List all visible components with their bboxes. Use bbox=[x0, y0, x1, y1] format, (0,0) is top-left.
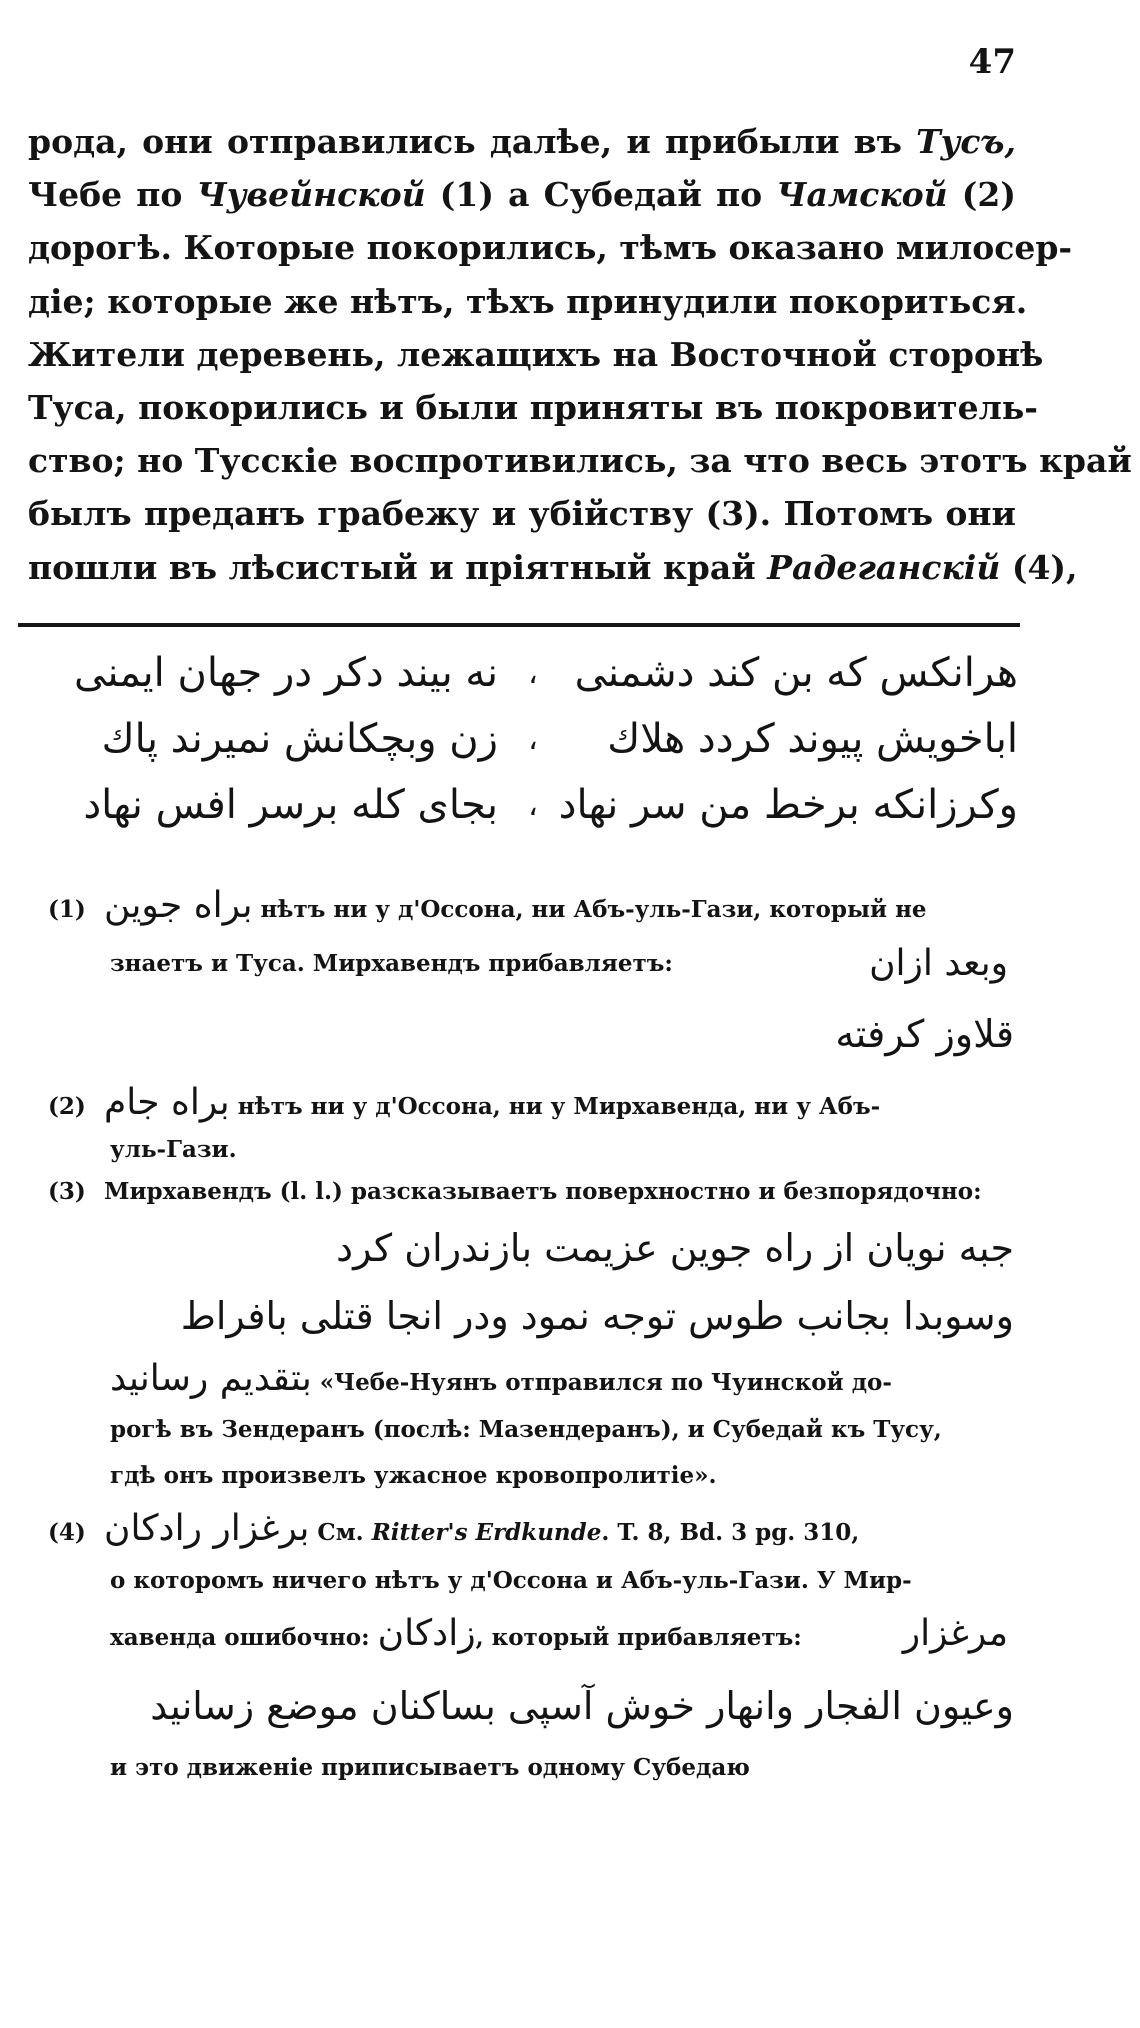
footnote-text: «Чебе-Нуянъ отправился по Чуинской до- bbox=[319, 1369, 892, 1396]
main-line-9 bbox=[28, 547, 1078, 601]
verse-hemistich-first: هرانکس که بن کند دشمنی bbox=[574, 650, 1018, 696]
verse-hemistich-first: وکرزانکه برخط من سر نهاد bbox=[558, 782, 1018, 828]
footnote-reference: Ritter's Erdkunde bbox=[371, 1519, 602, 1546]
main-text bbox=[28, 122, 1132, 601]
main-line-4: діе; которые же нѣтъ, тѣхъ принудили покориться. bbox=[28, 281, 1028, 321]
footnote-text: Мирхавендъ (l. l.) разсказываетъ поверхностно и безпорядочно: bbox=[104, 1178, 982, 1205]
footnote-arabic: براه جوین bbox=[104, 885, 253, 926]
main-text-italic: Радеганскій bbox=[767, 547, 1001, 587]
footnote-2-line-1 bbox=[48, 1076, 1016, 1130]
footnote-4-last-line: и это движеніе приписываетъ одному Субедаю bbox=[110, 1754, 750, 1781]
main-line-2 bbox=[28, 175, 1016, 228]
footnote-3-line-5: рогѣ въ Зендеранъ (послѣ: Мазендеранъ), и Субедай къ Тусу, bbox=[110, 1416, 942, 1443]
footnote-4-line-1 bbox=[48, 1500, 1016, 1558]
main-text-span: (1) а Субедай по bbox=[425, 175, 777, 215]
main-text-span: (2) bbox=[947, 175, 1016, 215]
verse-separator: ، bbox=[528, 787, 538, 823]
verse-line bbox=[40, 706, 1018, 772]
footnote-number: (3) bbox=[48, 1178, 86, 1205]
persian-verse bbox=[40, 640, 1018, 838]
footnote-3-line-1 bbox=[48, 1170, 1016, 1214]
main-line-5: Жители деревень, лежащихъ на Восточной сторонѣ bbox=[28, 334, 1044, 374]
footnote-arabic: زادکان bbox=[377, 1613, 476, 1654]
footnote-3-arabic-line: وسوبدا بجانب طوس توجه نمود ودر انجا قتلی بافراط bbox=[180, 1294, 1014, 1338]
footnote-text: нѣтъ ни у д'Оссона, ни у Мирхавенда, ни у Абъ- bbox=[229, 1093, 881, 1120]
main-line-7: ство; но Тусскіе воспротивились, за что весь этотъ край bbox=[28, 441, 1132, 481]
footnote-4-arabic-line: وعیون الفجار وانهار خوش آسپی بساکنان موضع زسانید bbox=[150, 1684, 1014, 1728]
verse-hemistich-second: زن وبچکانش نمیرند پاك bbox=[101, 716, 498, 762]
footnote-text: хавенда ошибочно: bbox=[110, 1624, 378, 1651]
main-text-italic: Чувейнской bbox=[196, 175, 426, 215]
verse-hemistich-second: نه بیند دکر در جهان ایمنی bbox=[74, 650, 498, 696]
main-line-6: Туса, покорились и были приняты въ покровитель- bbox=[28, 387, 1038, 427]
verse-hemistich-second: بجای کله برسر افس نهاد bbox=[83, 782, 498, 828]
footnote-number: (1) bbox=[48, 896, 86, 923]
footnote-arabic: وبعد ازان bbox=[869, 943, 1008, 984]
verse-line bbox=[40, 772, 1018, 838]
footnote-number: (2) bbox=[48, 1093, 86, 1120]
main-text-span: рода, они отправились далѣе, и прибыли въ bbox=[28, 122, 917, 161]
footnote-1-line-1 bbox=[48, 876, 1016, 936]
footnote-arabic: برغزار رادکان bbox=[104, 1508, 310, 1549]
main-text-span: (4), bbox=[1000, 547, 1078, 587]
verse-separator: ، bbox=[528, 721, 538, 757]
main-line-3: дорогѣ. Которые покорились, тѣмъ оказано милосер- bbox=[28, 228, 1073, 268]
footnote-text: См. bbox=[309, 1519, 372, 1546]
main-text-span: пошли въ лѣсистый и пріятный край bbox=[28, 547, 768, 587]
verse-separator: ، bbox=[528, 655, 538, 691]
footnote-1-arabic-line: قلاوز کرفته bbox=[835, 1012, 1014, 1056]
verse-line bbox=[40, 640, 1018, 706]
footnote-text: нѣтъ ни у д'Оссона, ни Абъ-уль-Гази, который не bbox=[252, 896, 927, 923]
footnote-text: , который прибавляетъ: bbox=[475, 1624, 802, 1651]
footnote-3-line-4 bbox=[48, 1350, 1016, 1408]
main-text-span: Чебе по bbox=[28, 175, 197, 215]
footnote-arabic: مرغزار bbox=[902, 1613, 1008, 1654]
footnotes bbox=[48, 876, 1016, 1788]
verse-hemistich-first: اباخویش پیوند کردد هلاك bbox=[607, 716, 1018, 762]
footnote-arabic: براه جام bbox=[104, 1082, 230, 1123]
footnote-divider bbox=[18, 623, 1020, 627]
main-line-1 bbox=[28, 122, 1016, 175]
main-line-8: былъ преданъ грабежу и убійству (3). Потомъ они bbox=[28, 494, 1016, 534]
footnote-number: (4) bbox=[48, 1519, 86, 1546]
footnote-3-arabic-line: جبه نویان از راه جوین عزیمت بازندران کرد bbox=[336, 1226, 1014, 1270]
footnote-3-line-6: гдѣ онъ произвелъ ужасное кровопролитіе». bbox=[110, 1462, 717, 1489]
main-text-italic: Тусъ, bbox=[916, 122, 1016, 161]
footnote-text: . T. 8, Bd. 3 pg. 310, bbox=[601, 1519, 860, 1546]
footnote-2-line-2: уль-Гази. bbox=[110, 1136, 237, 1163]
footnote-4-line-3 bbox=[48, 1604, 1016, 1664]
footnote-arabic: بتقدیم رسانید bbox=[110, 1358, 312, 1399]
footnote-4-line-2: о которомъ ничего нѣтъ у д'Оссона и Абъ-уль-Гази. У Мир- bbox=[110, 1567, 912, 1594]
footnote-1-line-2 bbox=[48, 936, 1016, 992]
footnote-text: знаетъ и Туса. Мирхавендъ прибавляетъ: bbox=[110, 950, 673, 977]
page-number: 47 bbox=[968, 42, 1016, 82]
main-text-italic: Чамской bbox=[776, 175, 948, 215]
